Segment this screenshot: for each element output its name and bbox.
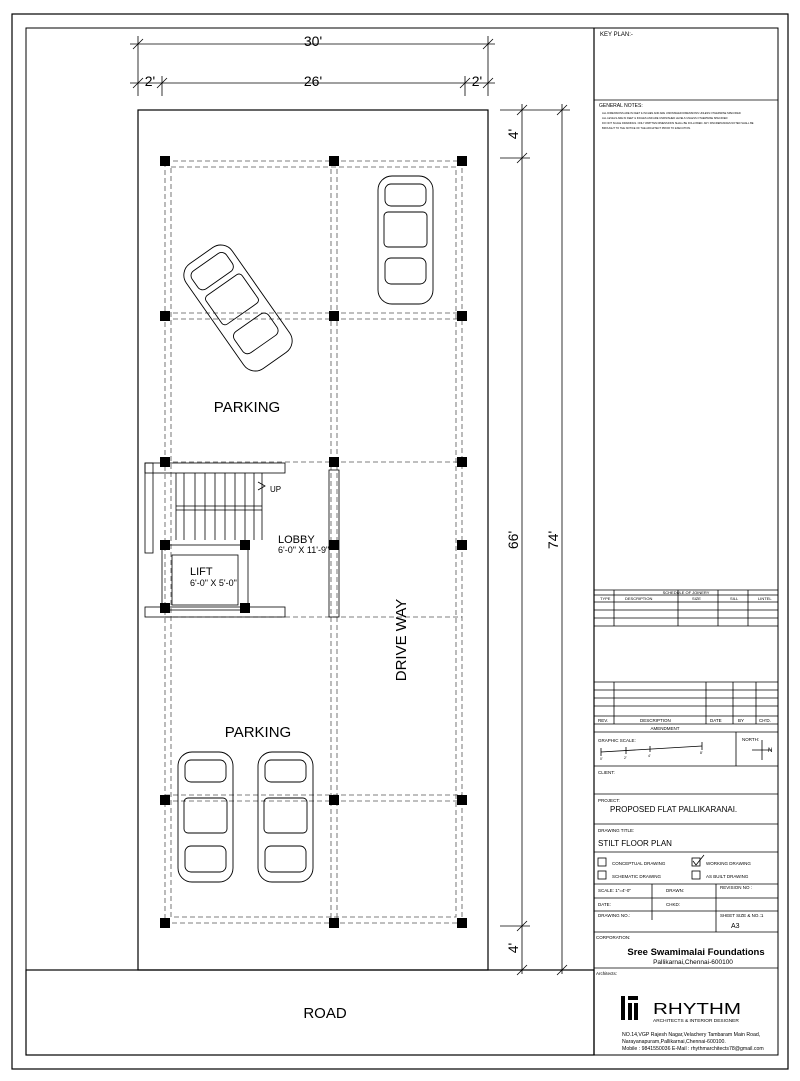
label-parking-top: PARKING [213, 399, 281, 416]
joinery-title: SCHEDULE OF JOINERY [662, 590, 710, 595]
firm-subtitle: ARCHITECTS & INTERIOR DESIGNER [653, 1019, 739, 1024]
dim-right-margin: 2' [471, 73, 483, 89]
amendment-label: AMENDMENT [650, 726, 680, 731]
label-parking-bottom: PARKING [224, 724, 292, 741]
amend-h-rev: REV. [598, 718, 609, 723]
firm-name: RHYTHM [653, 1001, 741, 1018]
car-bottom-middle [258, 752, 313, 882]
north-label: NORTH: [742, 737, 760, 742]
dim-top-setback: 4' [505, 128, 521, 140]
general-note-3: DO NOT SCALE DRAWINGS. ONLY WRITTEN DIMENSIONS SHALL BE FOLLOWED. ANY DISCREPANCIES NOTED SHALL BE [602, 122, 754, 125]
general-note-4: BROUGHT TO THE NOTICE OF THE ARCHITECT PRIOR TO EXECUTION. [602, 127, 691, 130]
general-note-1: ALL DIMENSIONS ARE IN FEET & INCHES AND ARE UNFINISHED DIMENSIONS UNLESS OTHERWISE SPECIFIED [602, 112, 741, 115]
title-block-grid [594, 100, 778, 968]
dim-total-width: 30' [303, 33, 323, 49]
rhythm-logo [621, 996, 638, 1020]
joinery-h-sill: SILL [730, 596, 739, 601]
project-label: PROJECT: [598, 798, 620, 803]
checkbox-schematic: SCHEMATIC DRAWING [612, 874, 661, 879]
car-bottom-left [178, 752, 233, 882]
chkd-label: CHKD: [666, 902, 681, 907]
date-label: DATE: [598, 902, 611, 907]
joinery-h-type: TYPE [600, 596, 611, 601]
dim-inner-length: 66' [505, 530, 521, 550]
car-top-left-angled [178, 240, 297, 377]
joinery-h-lintel: LINTEL [758, 596, 772, 601]
label-up: UP [270, 485, 282, 494]
label-driveway: DRIVE WAY [393, 598, 410, 682]
firm-address-1: NO.14,VGP Rajesh Nagar,Velachery Tambaram Main Road, [622, 1032, 761, 1038]
amend-h-desc: DESCRIPTION [640, 718, 671, 723]
dimension-lines [130, 36, 570, 975]
firm-contact: Mobile : 9841550036 E-Mail : rhythmarchitects78@gmail.com [622, 1046, 764, 1052]
plan-labels [145, 33, 561, 1022]
sheet-size-value: A3 [731, 923, 740, 930]
general-notes-title: GENERAL NOTES: [599, 103, 643, 109]
dim-total-length: 74' [545, 530, 561, 550]
drawn-label: DRAWN: [666, 888, 685, 893]
label-lift-size: 6'-0" X 5'-0" [190, 578, 237, 588]
scale-tick-8: 8' [700, 751, 703, 755]
north-n: N [768, 748, 773, 754]
label-road: ROAD [303, 1005, 347, 1022]
revision-label: REVISION NO : [720, 885, 753, 890]
client-label: CLIENT: [598, 770, 615, 775]
checkbox-asbuilt: AS BUILT DRAWING [706, 874, 749, 879]
dim-left-margin: 2' [144, 73, 156, 89]
checkbox-working: WORKING DRAWING [706, 861, 751, 866]
general-note-2: ALL LEVELS ARE IN FEET & INCHES AND ARE UNFINISHED LEVELS UNLESS OTHERWISE SPECIFIED [602, 117, 728, 120]
label-lift: LIFT [190, 566, 213, 578]
graphic-scale-label: GRAPHIC SCALE: [598, 738, 636, 743]
drawing-no-label: DRAWING NO.: [598, 913, 631, 918]
corp-name: Sree Swamimalai Foundations [627, 947, 765, 958]
amend-h-chkd: CH'D. [759, 718, 771, 723]
label-lobby: LOBBY [278, 534, 315, 546]
drawing-title: STILT FLOOR PLAN [598, 839, 672, 848]
project-name: PROPOSED FLAT PALLIKARANAI. [610, 805, 738, 814]
corp-address: Pallikarnai,Chennai-600100 [653, 959, 733, 966]
corporation-label: CORPORATION: [596, 935, 631, 940]
drawing-frame [26, 28, 778, 1055]
sheet-size-label: SHEET SIZE & NO.:1 [720, 913, 764, 918]
drawing-title-label: DRAWING TITLE: [598, 828, 635, 833]
joinery-h-size: SIZE [692, 596, 701, 601]
checkbox-conceptual: CONCEPTUAL DRAWING [612, 861, 666, 866]
site-boundary [26, 110, 594, 1055]
joinery-h-desc: DESCRIPTION [625, 596, 653, 601]
amend-h-date: DATE [710, 718, 722, 723]
dim-bottom-setback: 4' [505, 942, 521, 954]
firm-address-2: Narayanapuram,Pallikarnai,Chennai-600100. [622, 1039, 726, 1045]
architects-label: Architects: [596, 971, 618, 976]
key-plan: KEY PLAN:- [600, 32, 633, 38]
scale-tick-0: 0' [600, 757, 603, 761]
amend-h-by: BY [738, 718, 745, 723]
label-lobby-size: 6'-0" X 11'-9" [278, 545, 330, 555]
scale-tick-2: 2' [624, 756, 627, 760]
dim-inner-width: 26' [303, 73, 323, 89]
scale-tick-4: 4' [648, 754, 651, 758]
car-top-right [378, 176, 433, 304]
scale-value: SCALE: 1"=4'-0" [598, 888, 631, 893]
title-block-text [596, 32, 772, 1052]
